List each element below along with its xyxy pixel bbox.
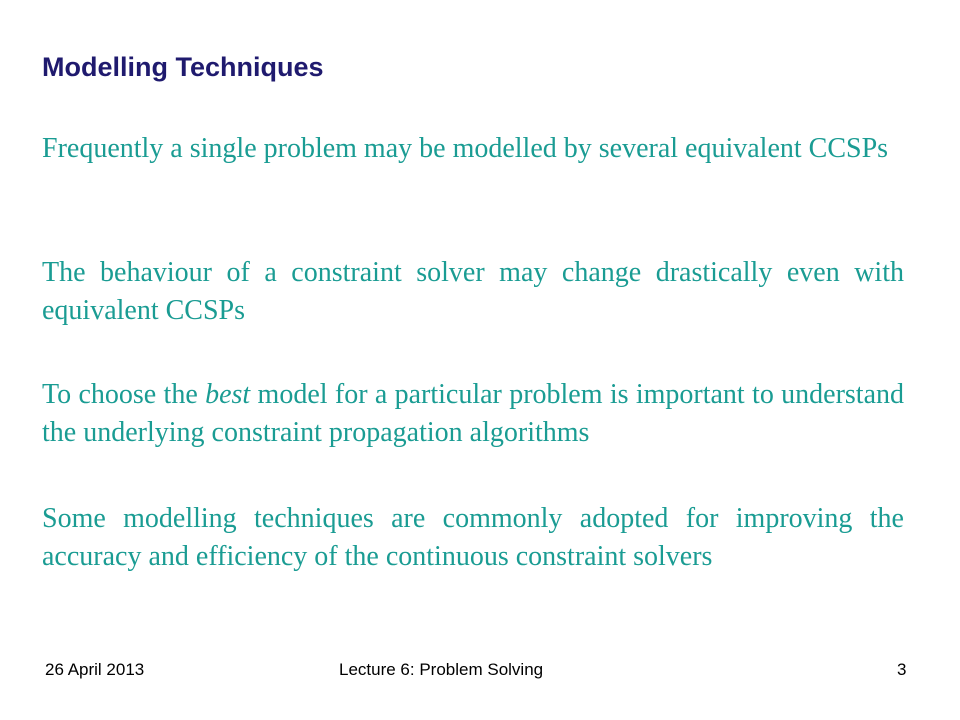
emphasis-best: best: [205, 379, 251, 410]
footer-date: 26 April 2013: [45, 660, 145, 679]
paragraph-3-start: To choose the: [42, 379, 206, 410]
footer-lecture-title: Lecture 6: Problem Solving: [339, 660, 544, 679]
paragraph-3-end: model for a particular problem is important to understand the underlying constraint propagation algorithms: [42, 379, 905, 448]
paragraph-4: Some modelling techniques are commonly adopted for improving the accuracy and efficiency of the continuous constraint solvers: [42, 503, 904, 572]
paragraph-1: Frequently a single problem may be modelled by several equivalent CCSPs: [42, 133, 889, 164]
footer-page-number: 3: [897, 660, 907, 679]
paragraph-2: The behaviour of a constraint solver may change drastically even with equivalent CCSPs: [42, 257, 904, 326]
slide-title: Modelling Techniques: [42, 52, 324, 82]
paragraph-3: [42, 376, 904, 452]
